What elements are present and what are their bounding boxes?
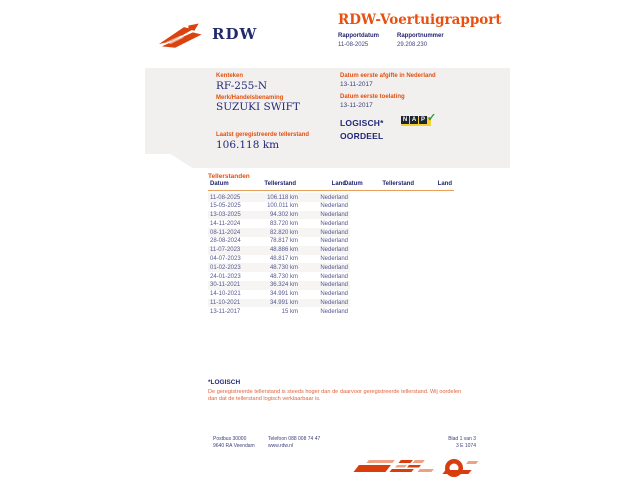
cell-value: 106.118 km — [267, 194, 298, 201]
cell-country: Nederland — [320, 203, 348, 210]
cell-date: 13-03-2025 — [210, 212, 241, 219]
table-header-right — [342, 181, 454, 191]
table-row — [208, 290, 350, 299]
odometer-rows — [208, 193, 350, 316]
cell-country: Nederland — [320, 212, 348, 219]
footnote-text: De geregistreerde tellerstand is steeds hoger dan de daarvoor geregistreerde tellerstand. Wij oordelen dan dat de tellerstand logisch verklaarbaar is. — [208, 389, 462, 402]
header-date: Datum — [344, 181, 363, 187]
cell-country: Nederland — [320, 264, 348, 271]
footer-address-line2: 9640 RA Veendam — [213, 443, 255, 449]
cell-date: 11-07-2023 — [210, 247, 241, 254]
odometer-label: Laatst geregistreerde tellerstand — [216, 132, 310, 138]
header-country: Land — [437, 181, 452, 187]
license-value: RF-255-N — [216, 80, 268, 92]
table-row — [208, 307, 350, 316]
report-date-value: 11-08-2025 — [338, 42, 369, 48]
cell-date: 13-11-2017 — [210, 308, 241, 315]
rdw-speedmark-graphic — [332, 457, 482, 479]
report-number-label: Rapportnummer — [397, 33, 444, 39]
cell-country: Nederland — [320, 282, 348, 289]
footer-contact — [268, 436, 320, 450]
cell-date: 28-08-2024 — [210, 238, 241, 245]
cell-value: 15 km — [281, 308, 298, 315]
table-row — [208, 263, 350, 272]
header-country: Land — [331, 181, 346, 187]
table-row — [208, 272, 350, 281]
cell-date: 01-02-2023 — [210, 264, 241, 271]
logo-wordmark: RDW — [212, 25, 258, 43]
cell-date: 15-05-2025 — [210, 203, 241, 210]
table-row — [208, 228, 350, 237]
brand-label: Merk/Handelsbenaming — [216, 95, 284, 101]
table-row — [208, 299, 350, 308]
cell-country: Nederland — [320, 300, 348, 307]
cell-value: 48.730 km — [269, 273, 298, 280]
cell-country: Nederland — [320, 308, 348, 315]
cell-country: Nederland — [320, 256, 348, 263]
nap-letter-n: N — [402, 117, 408, 123]
speedmark-icon — [332, 457, 482, 479]
header-date: Datum — [210, 181, 229, 187]
footer-address — [213, 436, 255, 450]
nap-letter-a: A — [411, 117, 417, 123]
cell-country: Nederland — [320, 220, 348, 227]
first-admission-value: 13-11-2017 — [340, 102, 373, 109]
cell-value: 34.991 km — [269, 300, 298, 307]
cell-country: Nederland — [320, 229, 348, 236]
first-issue-value: 13-11-2017 — [340, 81, 373, 88]
cell-value: 83.720 km — [269, 220, 298, 227]
cell-date: 11-10-2021 — [210, 300, 241, 307]
report-number-value: 29.208.230 — [397, 42, 428, 48]
footer-form-code: 3 E 1074 — [455, 443, 476, 449]
footer-page-number: Blad 1 van 3 — [448, 436, 476, 442]
footer-website: www.rdw.nl — [268, 443, 294, 449]
rdw-wing-icon — [158, 22, 204, 50]
table-row — [208, 281, 350, 290]
footer-phone: Telefoon 088 008 74 47 — [268, 436, 321, 442]
report-date-label: Rapportdatum — [338, 33, 379, 39]
table-header-left — [208, 181, 348, 191]
table-row — [208, 211, 350, 220]
header-value: Tellerstand — [264, 181, 296, 187]
cell-date: 14-10-2021 — [210, 291, 241, 298]
verdict-line1: LOGISCH* — [340, 118, 384, 128]
nap-logo — [401, 114, 441, 128]
footnote-title: *LOGISCH — [208, 379, 241, 386]
cell-date: 08-11-2024 — [210, 229, 241, 236]
nap-letter-p: P — [420, 117, 425, 123]
vehicle-summary-box — [145, 68, 510, 168]
cell-value: 94.302 km — [269, 212, 298, 219]
rdw-logo — [158, 22, 204, 50]
cell-value: 48.817 km — [269, 256, 298, 263]
cell-value: 100.011 km — [267, 203, 298, 210]
footer-address-line1: Postbus 30000 — [213, 436, 247, 442]
cell-country: Nederland — [320, 238, 348, 245]
odometer-value: 106.118 km — [216, 139, 280, 151]
verdict-line2: OORDEEL — [340, 131, 384, 141]
cell-value: 78.817 km — [269, 238, 298, 245]
page-title: RDW-Voertuigrapport — [338, 12, 502, 28]
table-row — [208, 255, 350, 264]
nap-check-icon: ✓ — [427, 112, 437, 124]
first-admission-label: Datum eerste toelating — [340, 94, 405, 100]
first-issue-label: Datum eerste afgifte in Nederland — [340, 73, 436, 79]
header-value: Tellerstand — [382, 181, 414, 187]
table-row — [208, 246, 350, 255]
table-row — [208, 219, 350, 228]
cell-date: 11-08-2025 — [210, 194, 241, 201]
footer-paging — [400, 436, 476, 450]
cell-date: 14-11-2024 — [210, 220, 241, 227]
table-row — [208, 193, 350, 202]
cell-value: 48.730 km — [269, 264, 298, 271]
cell-date: 30-11-2021 — [210, 282, 241, 289]
cell-country: Nederland — [320, 291, 348, 298]
table-section-title: Tellerstanden — [208, 173, 250, 180]
table-row — [208, 237, 350, 246]
cell-date: 04-07-2023 — [210, 256, 241, 263]
cell-value: 82.820 km — [269, 229, 298, 236]
cell-value: 48.886 km — [269, 247, 298, 254]
cell-value: 36.324 km — [269, 282, 298, 289]
cell-value: 34.991 km — [269, 291, 298, 298]
cell-country: Nederland — [320, 273, 348, 280]
cell-date: 24-01-2023 — [210, 273, 241, 280]
table-row — [208, 202, 350, 211]
brand-value: SUZUKI SWIFT — [216, 101, 300, 113]
license-label: Kenteken — [216, 73, 244, 79]
cell-country: Nederland — [320, 247, 348, 254]
cell-country: Nederland — [320, 194, 348, 201]
